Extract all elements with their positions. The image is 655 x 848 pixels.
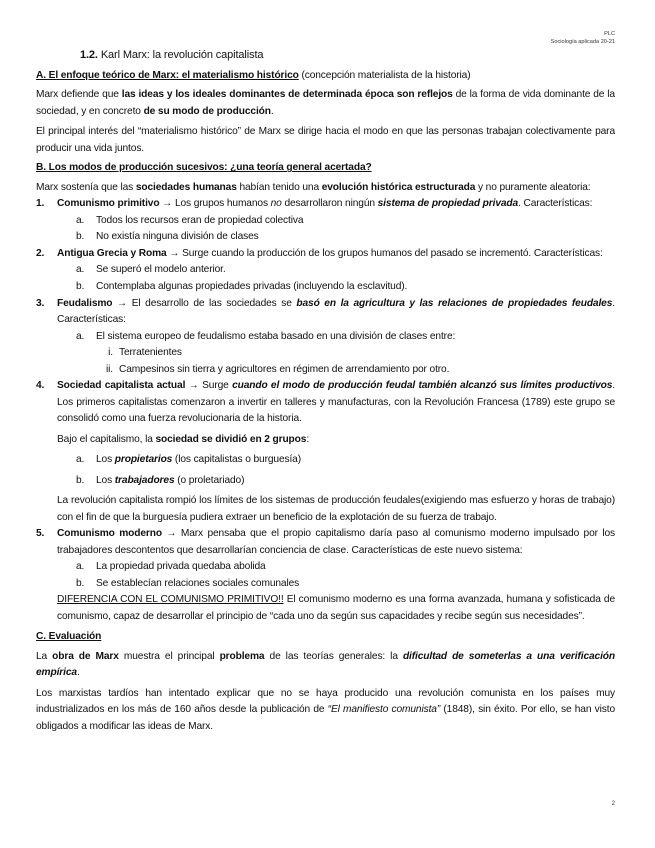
text: Todos los recursos eran de propiedad colectiva <box>96 214 304 226</box>
sub-item <box>36 262 615 279</box>
list-number: 3. <box>36 297 45 309</box>
roman-numeral: i. <box>108 347 113 359</box>
heading-b: B. Los modos de producción sucesivos: ¿una teoría general acertada? <box>36 162 372 174</box>
bold-text: Sociedad capitalista actual <box>57 380 186 392</box>
sub-sub-item <box>36 345 615 362</box>
bold-italic-text: cuando el modo de producción feudal también alcanzó sus límites productivos <box>232 380 613 392</box>
text: Marx pensaba que el propio capitalismo daría paso al comunismo moderno impulsado por los trabajadores descontentos que desarrollarían conciencia de clase. Características de este nuevo sistema: <box>57 528 616 556</box>
bold-italic-text: dificultad de someterlas a una verificación empírica <box>36 650 616 679</box>
bold-text: Comunismo moderno <box>57 528 162 540</box>
text: Marx defiende que <box>36 89 122 101</box>
text: La propiedad privada quedaba abolida <box>96 561 266 573</box>
bold-text: Antigua Grecia y Roma <box>57 247 167 259</box>
text: Los marxistas tardíos han intentado explicar que no se haya producido una revolución comunista en los países muy industrializados en los más de 160 años desde la publicación de <box>36 687 615 716</box>
sub-item <box>36 576 615 593</box>
text: habían tenido una <box>236 181 322 193</box>
paragraph-4-3: La revolución capitalista rompió los límites de los sistemas de producción feudales(exigiendo mas esfuerzo y horas de trabajo) con el fin de que la burguesía pudiera extraer un beneficio de la explotación de su fuerza de trabajo. <box>57 495 615 523</box>
text: Los <box>96 474 115 486</box>
paragraph-difference <box>36 592 615 625</box>
text: Los <box>96 454 115 466</box>
sub-item <box>36 213 615 230</box>
text: (los capitalistas o burguesía) <box>172 454 302 466</box>
heading-a: A. El enfoque teórico de Marx: el materialismo histórico <box>36 69 299 81</box>
sub-letter: b. <box>76 577 85 589</box>
bold-text: obra de Marx <box>52 650 119 662</box>
sub-sub-item <box>36 362 615 379</box>
text: de las teorías generales: la <box>264 650 403 662</box>
italic-text: no <box>270 198 282 210</box>
bold-italic-text: trabajadores <box>114 474 175 486</box>
text: Se establecían relaciones sociales comunales <box>96 577 300 589</box>
text: (1848), sin éxito. Por ello, se han visto obligados a modificar las ideas de Marx. <box>36 704 615 732</box>
arrow-icon: → <box>159 198 175 210</box>
sub-item <box>36 473 615 490</box>
sub-letter: a. <box>76 264 85 276</box>
bold-text: evolución histórica estructurada <box>321 181 476 193</box>
text: : <box>306 433 310 445</box>
text: de la forma de vida dominante de la sociedad, y en concreto <box>36 89 615 117</box>
heading-b-line <box>36 160 615 177</box>
text: Se superó el modelo anterior. <box>96 264 226 276</box>
section-number: 1.2. <box>80 49 98 61</box>
text: Surge cuando la producción de los grupos humanos del pasado se incrementó. Características: <box>182 247 603 259</box>
text: . Características: <box>518 198 593 210</box>
paragraph-c1 <box>36 649 615 682</box>
paragraph-a1 <box>36 87 615 120</box>
text: El sistema europeo de feudalismo estaba basado en una división de clases entre: <box>96 330 456 342</box>
list-number: 4. <box>36 380 45 392</box>
text: El desarrollo de las sociedades se <box>131 297 297 309</box>
sub-letter: a. <box>76 561 85 573</box>
page-header <box>551 30 615 47</box>
text: (o proletariado) <box>174 474 245 486</box>
sub-letter: b. <box>76 281 85 292</box>
bold-italic-text: propietarios <box>114 454 173 466</box>
sub-letter: b. <box>76 231 85 243</box>
arrow-icon: → <box>185 380 203 392</box>
text: Campesinos sin tierra y agricultores en régimen de arrendamiento por otro. <box>119 363 450 375</box>
text: Marx sostenía que las <box>36 181 136 193</box>
section-title-text: Karl Marx: la revolución capitalista <box>100 49 264 61</box>
text: y no puramente aleatoria: <box>475 181 591 193</box>
list-number: 2. <box>36 247 45 259</box>
list-item-1 <box>36 196 615 213</box>
text: Bajo el capitalismo, la <box>57 433 156 445</box>
sub-letter: b. <box>76 474 85 486</box>
paragraph-b-intro <box>36 180 615 197</box>
bold-text: de su modo de producción <box>143 105 271 117</box>
text: Los grupos humanos <box>174 198 271 210</box>
list-item-2 <box>36 246 615 263</box>
heading-a-line <box>36 68 615 85</box>
bold-text: sociedad se dividió en 2 grupos <box>155 433 307 445</box>
bold-italic-text: sistema de propiedad privada <box>377 198 519 210</box>
text: Contemplaba algunas propiedades privadas (incluyendo la esclavitud). <box>96 281 408 292</box>
text: . Características: <box>57 297 615 326</box>
text: Surge <box>202 380 233 392</box>
text: El comunismo moderno es una forma avanzada, humana y sofisticada de comunismo, capaz de desarrollar el principio de “cada uno da según sus capacidades y recibe según sus necesidades”. <box>57 594 615 622</box>
bold-text: Comunismo primitivo <box>57 198 160 210</box>
sub-item <box>36 559 615 576</box>
list-item-3 <box>36 296 615 329</box>
paragraph-c2 <box>36 686 615 736</box>
heading-c-line <box>36 629 615 646</box>
sub-letter: a. <box>76 214 85 226</box>
sub-item <box>36 229 615 246</box>
list-number: 1. <box>36 198 45 210</box>
arrow-icon: → <box>161 528 181 540</box>
heading-a-paren: (concepción materialista de la historia) <box>301 69 471 81</box>
paragraph-a2: El principal interés del “materialismo histórico” de Marx se dirige hacia el modo en que las personas trabajan colectivamente para producir una vida juntos. <box>36 126 615 154</box>
text: muestra el principal <box>118 650 220 662</box>
document-body <box>36 47 615 735</box>
bold-text: Feudalismo <box>57 297 113 309</box>
roman-numeral: ii. <box>106 363 113 375</box>
bold-italic-text: basó en la agricultura y las relaciones de propiedades feudales <box>296 297 613 309</box>
text: . Los primeros capitalistas comenzaron a invertir en talleres y manufacturas, con la Revolución Francesa (1789) este grupo se consolidó como una fuerza revolucionaria de la historia. <box>57 380 615 425</box>
text: Terratenientes <box>119 347 182 359</box>
bold-text: problema <box>219 650 265 662</box>
page-number: 2 <box>611 801 615 807</box>
arrow-icon: → <box>112 297 132 309</box>
sub-letter: a. <box>76 330 85 342</box>
sub-item <box>36 452 615 469</box>
sub-letter: a. <box>76 454 85 466</box>
arrow-icon: → <box>166 247 183 259</box>
list-item-4 <box>36 378 615 428</box>
section-title <box>80 47 615 65</box>
sub-item <box>36 329 615 346</box>
bold-text: sociedades humanas <box>135 181 237 193</box>
bold-text: las ideas y los ideales dominantes de determinada época son reflejos <box>121 89 453 101</box>
header-course: Sociología aplicada 20-21 <box>550 39 615 46</box>
header-initials: PLC <box>604 31 615 37</box>
italic-text: “El manifiesto comunista” <box>327 704 441 716</box>
text: No existía ninguna división de clases <box>96 231 259 243</box>
paragraph-4-2 <box>36 432 615 449</box>
text: . <box>76 667 80 679</box>
list-number: 5. <box>36 528 45 540</box>
heading-c: C. Evaluación <box>36 631 102 643</box>
text: desarrollaron ningún <box>281 198 378 210</box>
text: . <box>270 105 274 117</box>
sub-item <box>36 279 615 296</box>
text: La <box>36 650 53 662</box>
list-item-5 <box>36 526 615 559</box>
underlined-text: DIFERENCIA CON EL COMUNISMO PRIMITIVO!! <box>57 594 284 606</box>
